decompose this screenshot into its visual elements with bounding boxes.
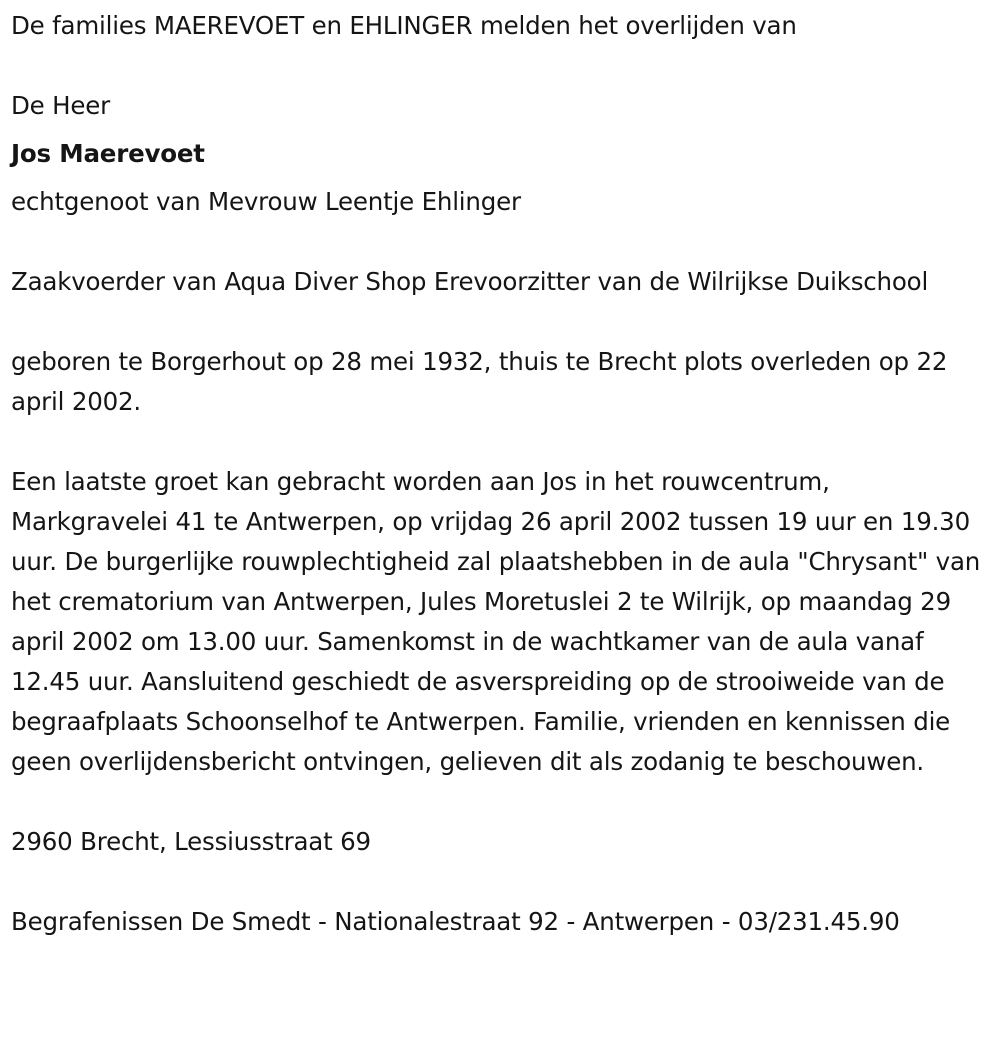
ceremony-paragraph: Een laatste groet kan gebracht worden aan Jos in het rouwcentrum, Markgravelei 41 te Antwerpen, op vrijdag 26 april 2002 tussen 19 uur en 19.30 uur. De burgerlijke rouwplechtigheid zal plaatshebben in de aula "Chrysant" van het crematorium van Antwerpen, Jules Moretuslei 2 te Wilrijk, op maandag 29 april 2002 om 13.00 uur. Samenkomst in de wachtkamer van de aula vanaf 12.45 uur. Aansluitend geschiedt de asverspreiding op de strooiweide van de begraafplaats Schoonselhof te Antwerpen. Familie, vrienden en kennissen die geen overlijdensbericht ontvingen, gelieven dit als zodanig te beschouwen. (11, 467, 981, 776)
deceased-name: Jos Maerevoet (11, 139, 205, 168)
spacer (11, 302, 986, 342)
spouse-line: echtgenoot van Mevrouw Leentje Ehlinger (11, 187, 521, 216)
funeral-home-line: Begrafenissen De Smedt - Nationalestraat 92 - Antwerpen - 03/231.45.90 (11, 907, 900, 936)
birth-death-paragraph: geboren te Borgerhout op 28 mei 1932, thuis te Brecht plots overleden op 22 april 2002. (11, 347, 948, 416)
intro-line: De families MAEREVOET en EHLINGER melden het overlijden van (11, 11, 797, 40)
spacer (11, 222, 986, 262)
spacer (11, 862, 986, 902)
spacer (11, 46, 986, 86)
obituary-notice (11, 6, 986, 942)
spacer (11, 782, 986, 822)
spacer (11, 422, 986, 462)
roles-paragraph: Zaakvoerder van Aqua Diver Shop Erevoorzitter van de Wilrijkse Duikschool (11, 267, 929, 296)
salutation: De Heer (11, 91, 110, 120)
address-line: 2960 Brecht, Lessiusstraat 69 (11, 827, 371, 856)
